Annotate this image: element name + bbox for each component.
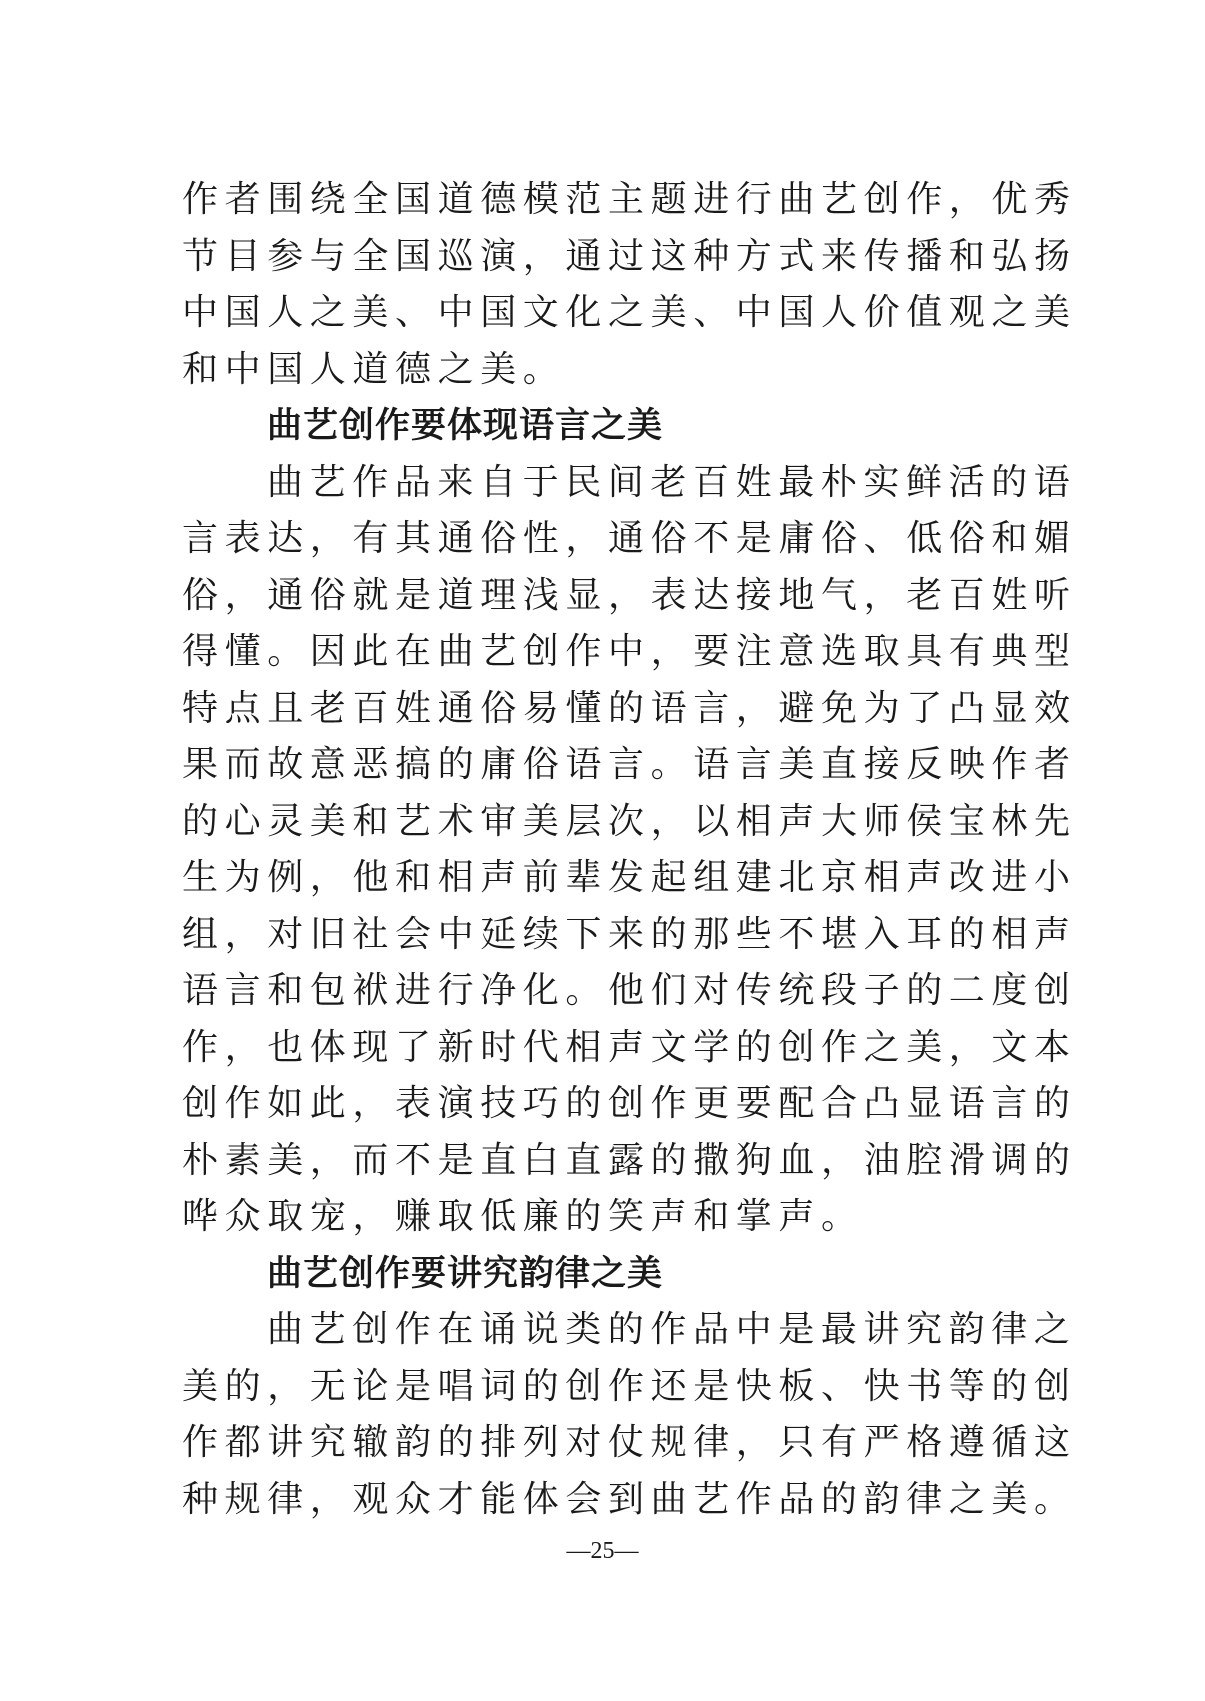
text-line: 俗，通俗就是道理浅显，表达接地气，老百姓听 [182,574,1077,616]
page-number: —25— [566,1538,639,1564]
text-line: 的心灵美和艺术审美层次，以相声大师侯宝林先 [182,800,1077,842]
document-page [182,172,1077,1528]
text-line: 和中国人道德之美。 [182,348,566,390]
text-line: 哗众取宠，赚取低廉的笑声和掌声。 [182,1196,864,1237]
text-line: 曲艺作品来自于民间老百姓最朴实鲜活的语 [267,461,1077,503]
text-line: 特点且老百姓通俗易懂的语言，避免为了凸显效 [182,687,1077,729]
intro-paragraph [182,172,1077,398]
text-line: 果而故意恶搞的庸俗语言。语言美直接反映作者 [182,744,1077,785]
text-line: 朴素美，而不是直白直露的撒狗血，油腔滑调的 [182,1139,1077,1181]
text-line: 言表达，有其通俗性，通俗不是庸俗、低俗和媚 [182,518,1077,559]
text-line: 作都讲究辙韵的排列对仗规律，只有严格遵循这 [182,1422,1077,1463]
text-line: 创作如此，表演技巧的创作更要配合凸显语言的 [182,1083,1077,1124]
rhythm-beauty-paragraph [182,1302,1077,1528]
text-line: 节目参与全国巡演，通过这种方式来传播和弘扬 [182,235,1077,277]
text-line: 曲艺创作在诵说类的作品中是最讲究韵律之 [267,1309,1077,1350]
text-line: 作，也体现了新时代相声文学的创作之美，文本 [182,1026,1077,1068]
text-line: 种规律，观众才能体会到曲艺作品的韵律之美。 [182,1478,1077,1520]
section-heading-rhythm-beauty: 曲艺创作要讲究韵律之美 [267,1253,664,1294]
text-line: 生为例，他和相声前辈发起组建北京相声改进小 [182,857,1077,898]
text-line: 中国人之美、中国文化之美、中国人价值观之美 [182,292,1077,333]
language-beauty-paragraph [182,455,1077,1246]
text-line: 得懂。因此在曲艺创作中，要注意选取具有典型 [182,631,1077,672]
text-line: 语言和包袱进行净化。他们对传统段子的二度创 [182,970,1077,1011]
text-line: 美的，无论是唱词的创作还是快板、快书等的创 [182,1365,1077,1407]
text-line: 组，对旧社会中延续下来的那些不堪入耳的相声 [182,913,1077,955]
section-heading-language-beauty: 曲艺创作要体现语言之美 [267,406,664,446]
text-line: 作者围绕全国道德模范主题进行曲艺创作，优秀 [182,179,1077,220]
